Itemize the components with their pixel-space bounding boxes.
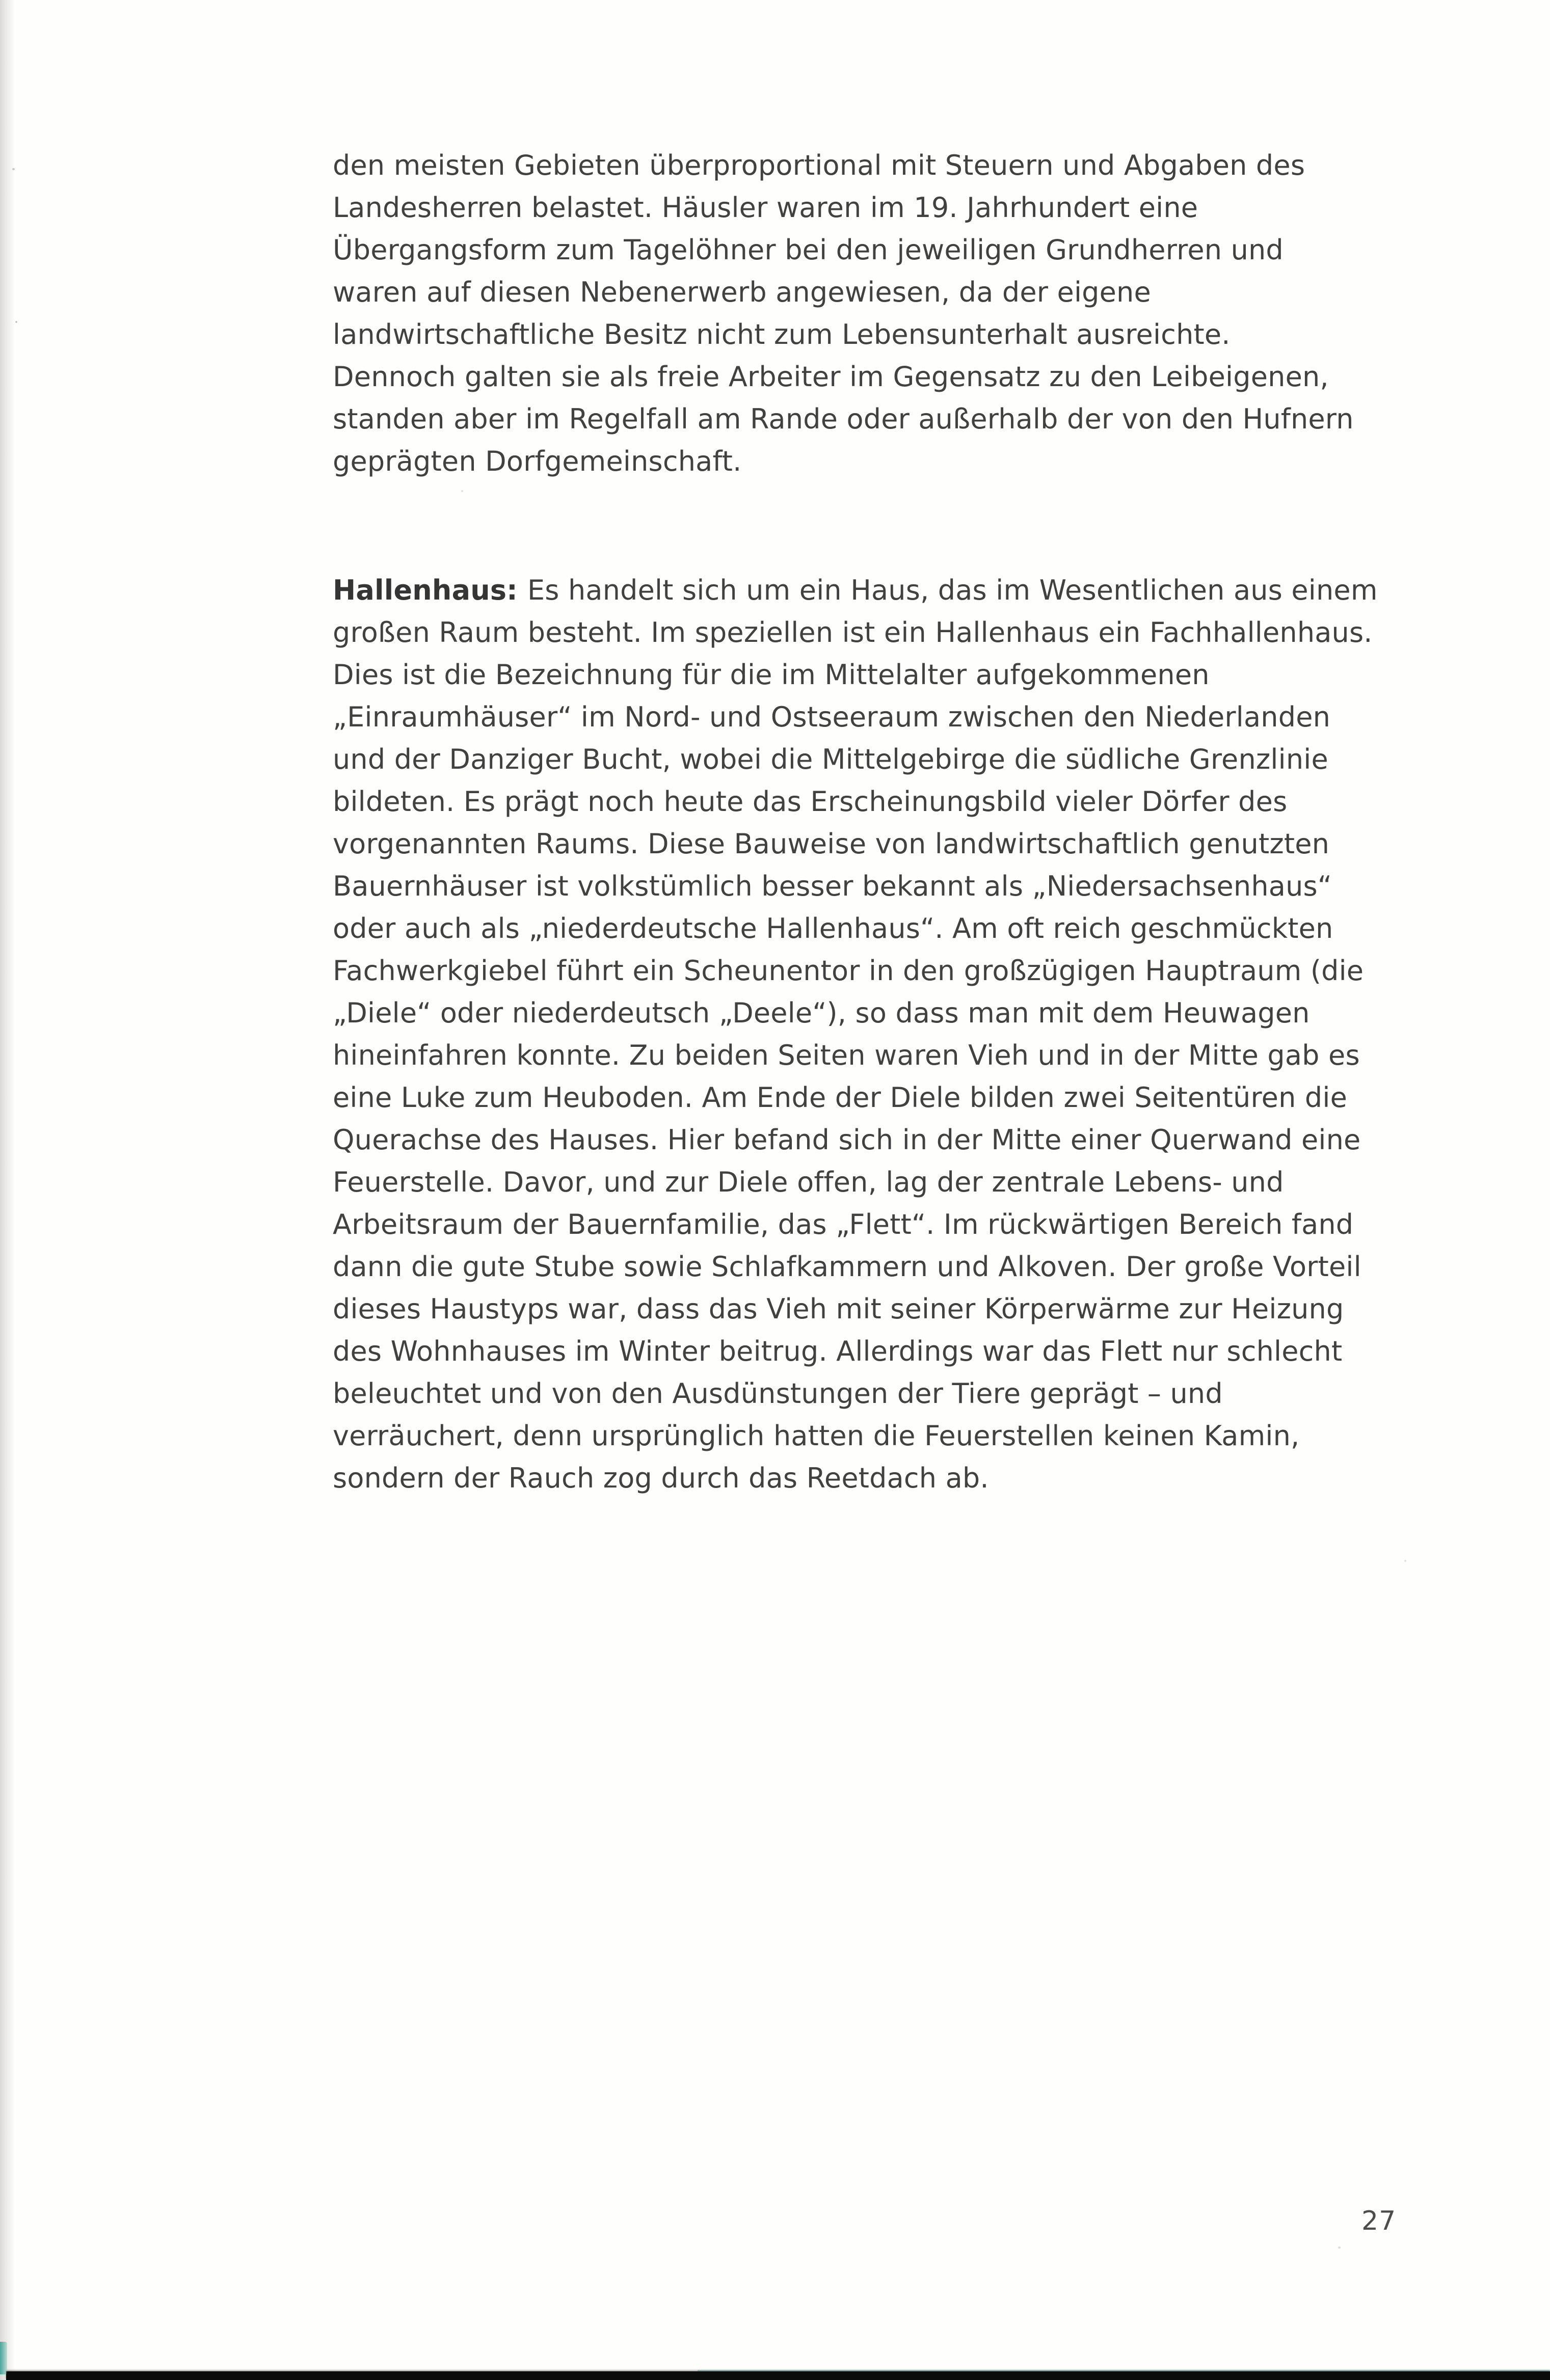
text-line: dieses Haustyps war, dass das Vieh mit seiner Körperwärme zur Heizung <box>333 1293 1344 1325</box>
text-line: geprägten Dorfgemeinschaft. <box>333 445 742 477</box>
text-line: Arbeitsraum der Bauernfamilie, das „Flett“. Im rückwärtigen Bereich fand <box>333 1208 1354 1240</box>
text-line: Feuerstelle. Davor, und zur Diele offen, lag der zentrale Lebens- und <box>333 1166 1284 1198</box>
page-number: 27 <box>1361 2206 1397 2236</box>
scan-speck <box>1338 2247 1341 2249</box>
text-line: sondern der Rauch zog durch das Reetdach ab. <box>333 1462 989 1494</box>
text-line: eine Luke zum Heuboden. Am Ende der Diele bilden zwei Seitentüren die <box>333 1081 1347 1114</box>
text-line: Bauernhäuser ist volkstümlich besser bekannt als „Niedersachsenhaus“ <box>333 870 1332 902</box>
text-line: Dies ist die Bezeichnung für die im Mittelalter aufgekommenen <box>333 659 1210 691</box>
text-line: Landesherren belastet. Häusler waren im 19. Jahrhundert eine <box>333 192 1198 224</box>
text-line: Dennoch galten sie als freie Arbeiter im Gegensatz zu den Leibeigenen, <box>333 361 1329 393</box>
text-line: hineinfahren konnte. Zu beiden Seiten waren Vieh und in der Mitte gab es <box>333 1039 1360 1071</box>
text-line: großen Raum besteht. Im speziellen ist ein Hallenhaus ein Fachhallenhaus. <box>333 616 1373 648</box>
text-line: Hallenhaus: Es handelt sich um ein Haus, das im Wesentlichen aus einem <box>333 574 1378 606</box>
scan-left-edge-shade <box>0 0 15 2380</box>
text-line: „Einraumhäuser“ im Nord- und Ostseeraum zwischen den Niederlanden <box>333 701 1331 733</box>
paragraph-lead: Hallenhaus: <box>333 574 527 606</box>
text-line: „Diele“ oder niederdeutsch „Deele“), so dass man mit dem Heuwagen <box>333 997 1310 1029</box>
scan-speck <box>1404 1560 1406 1562</box>
scan-speck <box>461 490 463 492</box>
text-line: oder auch als „niederdeutsche Hallenhaus“. Am oft reich geschmückten <box>333 912 1333 944</box>
text-line: des Wohnhauses im Winter beitrug. Allerdings war das Flett nur schlecht <box>333 1335 1343 1367</box>
text-line: den meisten Gebieten überproportional mit Steuern und Abgaben des <box>333 149 1305 181</box>
paragraph-hallenhaus <box>333 569 1454 1499</box>
scan-corner-smudge <box>0 2342 7 2374</box>
text-line: landwirtschaftliche Besitz nicht zum Lebensunterhalt ausreichte. <box>333 318 1231 350</box>
text-line: Querachse des Hauses. Hier befand sich in der Mitte einer Querwand eine <box>333 1124 1361 1156</box>
text-line: bildeten. Es prägt noch heute das Erscheinungsbild vieler Dörfer des <box>333 786 1288 818</box>
scan-speck <box>15 321 17 323</box>
text-line: Übergangsform zum Tagelöhner bei den jeweiligen Grundherren und <box>333 234 1284 266</box>
text-line: Fachwerkgiebel führt ein Scheunentor in den großzügigen Hauptraum (die <box>333 955 1364 987</box>
paragraph-haeusler <box>333 144 1454 482</box>
text-line: und der Danziger Bucht, wobei die Mittelgebirge die südliche Grenzlinie <box>333 743 1328 775</box>
text-line: standen aber im Regelfall am Rande oder außerhalb der von den Hufnern <box>333 403 1354 435</box>
text-line: vorgenannten Raums. Diese Bauweise von landwirtschaftlich genutzten <box>333 828 1330 860</box>
text-line: verräuchert, denn ursprünglich hatten die Feuerstellen keinen Kamin, <box>333 1420 1300 1452</box>
scan-speck <box>12 168 15 170</box>
scan-bottom-bar <box>6 2371 1550 2380</box>
text-line: dann die gute Stube sowie Schlafkammern und Alkoven. Der große Vorteil <box>333 1251 1361 1283</box>
text-line: beleuchtet und von den Ausdünstungen der Tiere geprägt – und <box>333 1377 1223 1410</box>
text-line: waren auf diesen Nebenerwerb angewiesen, da der eigene <box>333 276 1151 308</box>
